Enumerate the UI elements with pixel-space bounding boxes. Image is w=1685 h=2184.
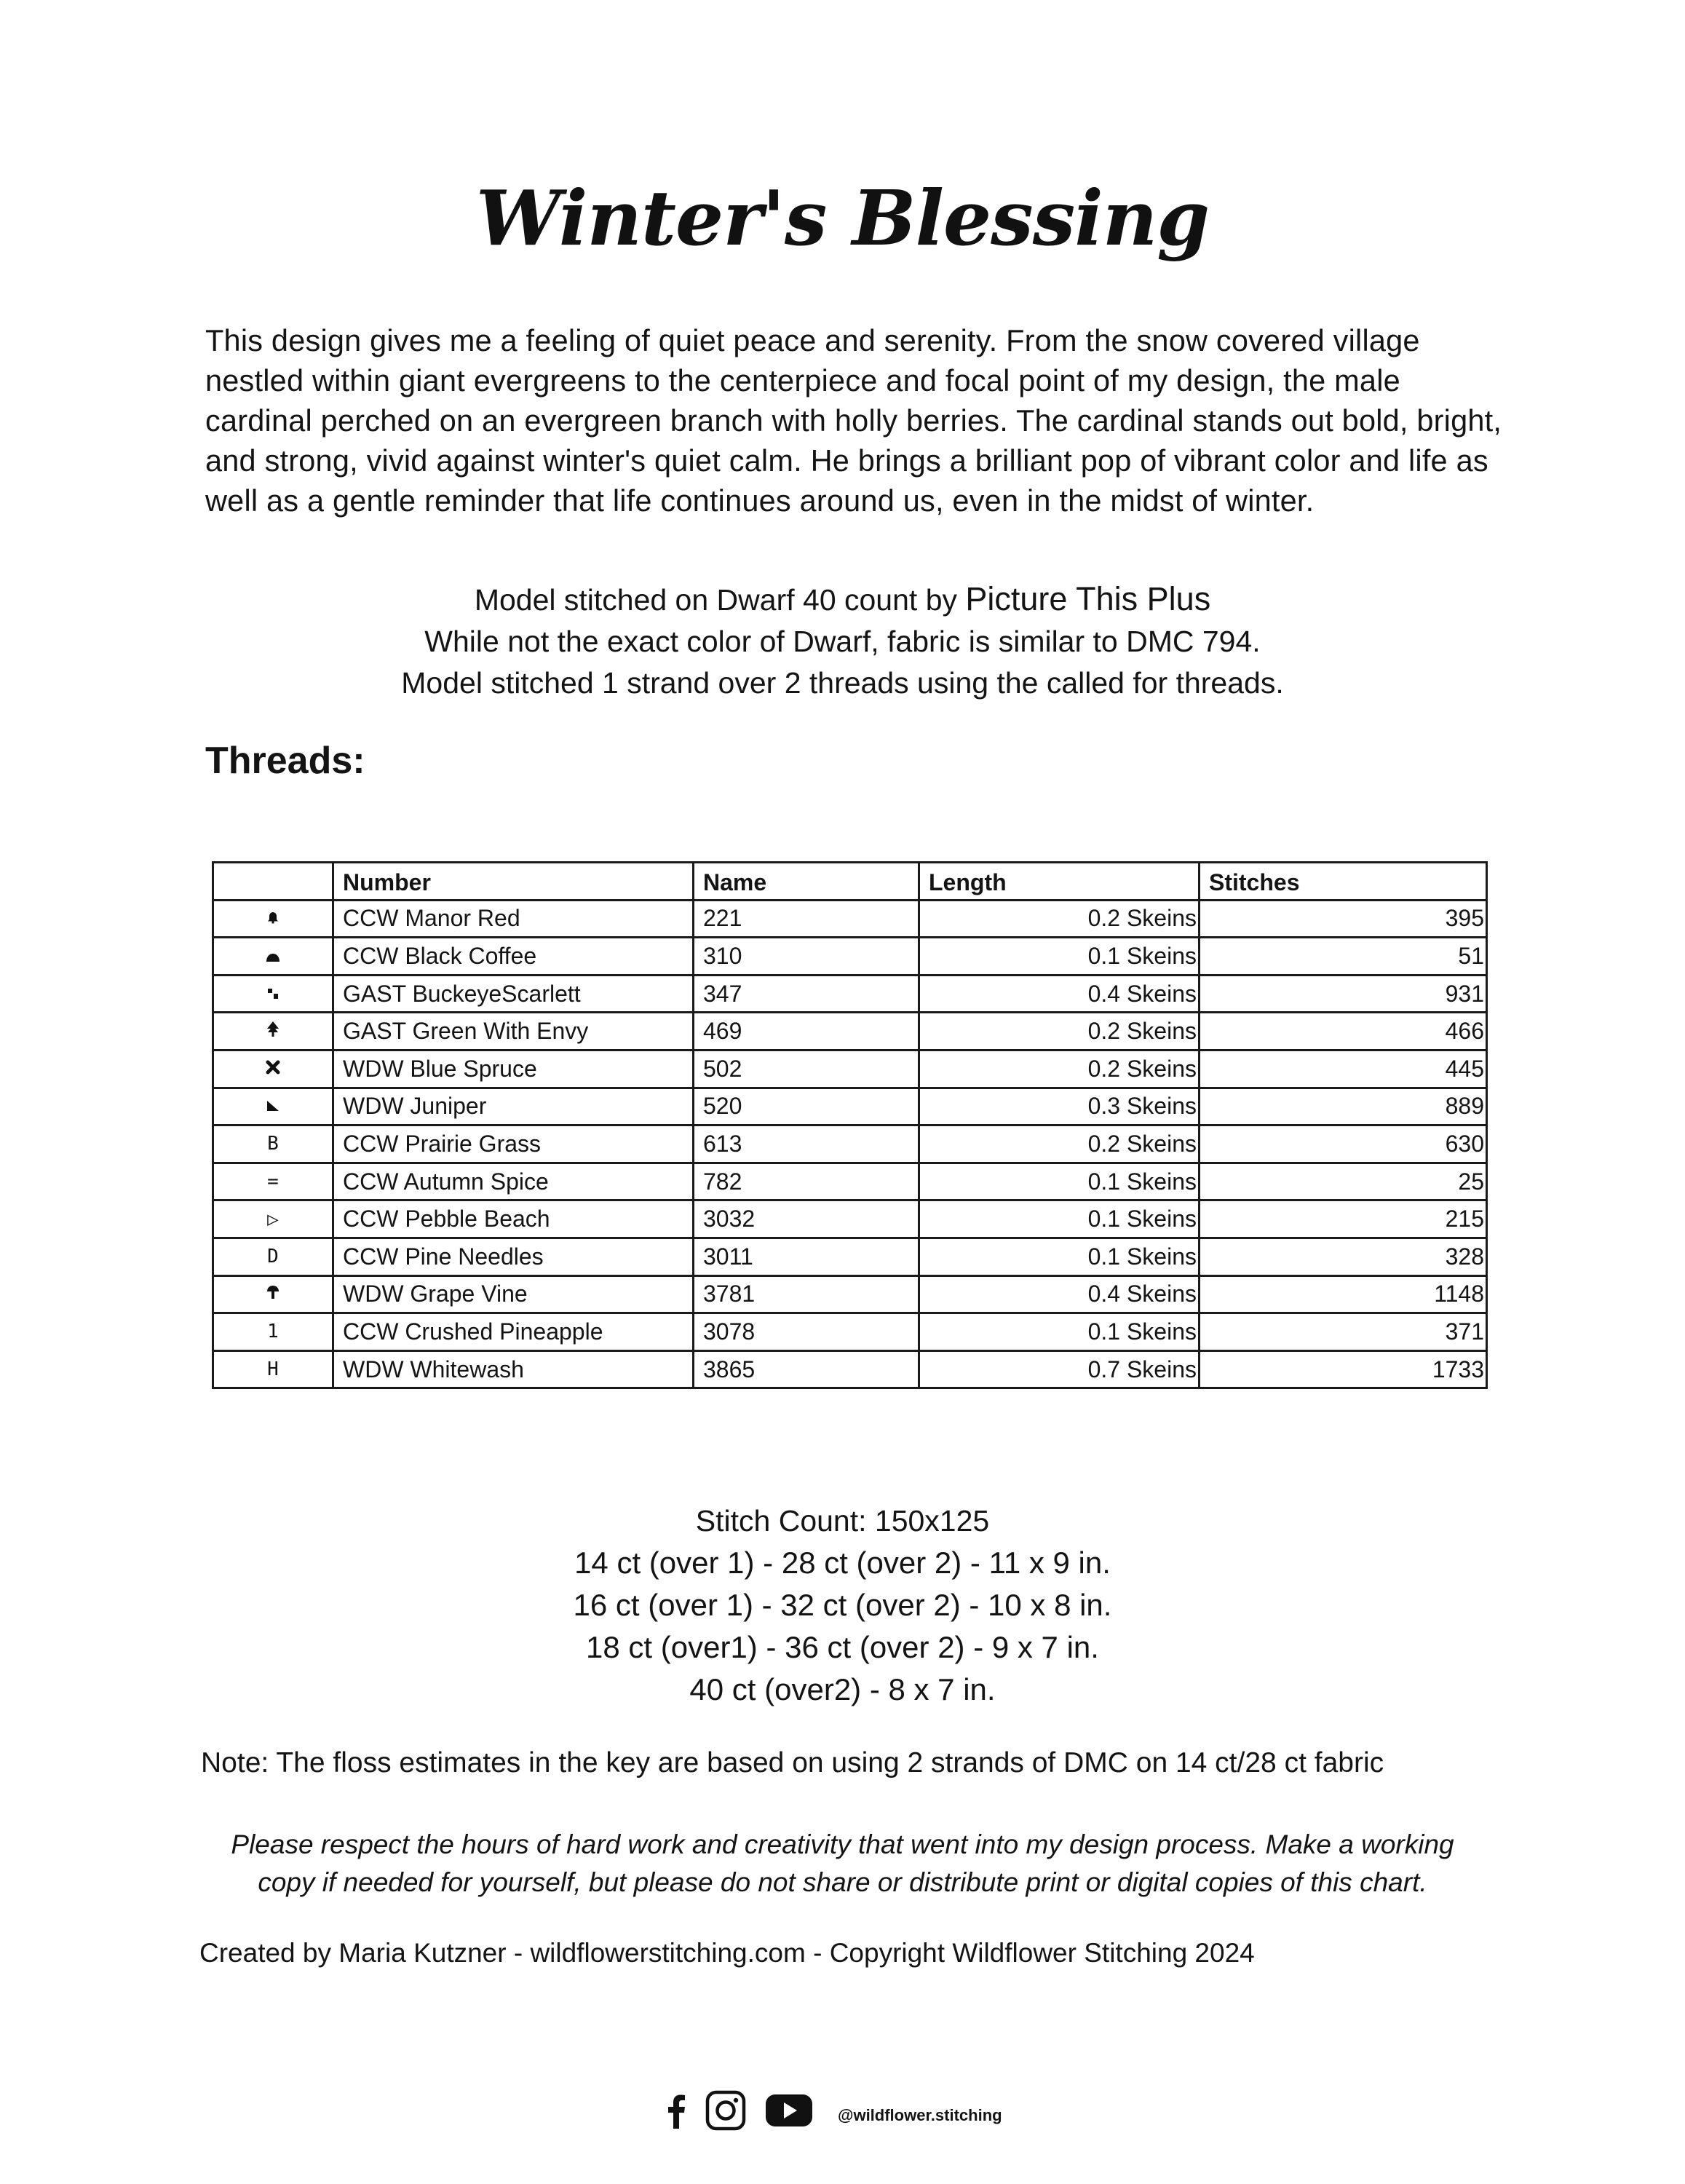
cell-stitches: 931 <box>1200 975 1487 1013</box>
cell-number: WDW Juniper <box>333 1088 694 1125</box>
cell-number: GAST BuckeyeScarlett <box>333 975 694 1013</box>
cell-length: 0.1 Skeins <box>919 1313 1200 1351</box>
cell-number: WDW Blue Spruce <box>333 1050 694 1088</box>
table-row <box>213 1088 1487 1125</box>
table-row <box>213 938 1487 976</box>
stitch-count-line: 14 ct (over 1) - 28 ct (over 2) - 11 x 9 in. <box>574 1546 1111 1580</box>
cell-name: 347 <box>694 975 919 1013</box>
cell-length: 0.1 Skeins <box>919 938 1200 976</box>
intro-paragraph <box>205 320 1515 521</box>
thread-key-table <box>212 861 1488 1389</box>
cell-number: CCW Autumn Spice <box>333 1163 694 1200</box>
letter-h-symbol: H <box>213 1350 333 1388</box>
cell-name: 469 <box>694 1013 919 1051</box>
copyright-request-line: Please respect the hours of hard work and creativity that went into my design process. Make a working <box>231 1829 1454 1859</box>
table-row <box>213 1163 1487 1200</box>
cell-name: 310 <box>694 938 919 976</box>
intro-line: nestled within giant evergreens to the centerpiece and focal point of my design, the male <box>205 363 1400 397</box>
cell-stitches: 25 <box>1200 1163 1487 1200</box>
cell-stitches: 445 <box>1200 1050 1487 1088</box>
copyright-request <box>0 1826 1685 1902</box>
numeral-1-symbol: 1 <box>213 1313 333 1351</box>
tree-symbol <box>213 1013 333 1051</box>
table-row <box>213 975 1487 1013</box>
table-row <box>213 1013 1487 1051</box>
corner-triangle-symbol <box>213 1088 333 1125</box>
fabric-brand: Picture This Plus <box>965 580 1211 617</box>
cell-number: CCW Manor Red <box>333 900 694 938</box>
table-row <box>213 1275 1487 1313</box>
header-stitches: Stitches <box>1200 863 1487 901</box>
cell-number: WDW Whitewash <box>333 1350 694 1388</box>
header-number: Number <box>333 863 694 901</box>
cell-length: 0.2 Skeins <box>919 1050 1200 1088</box>
credit-line: Created by Maria Kutzner - wildflowerstitching.com - Copyright Wildflower Stitching 2024 <box>199 1938 1255 1968</box>
header-length: Length <box>919 863 1200 901</box>
table-row <box>213 1125 1487 1163</box>
mushroom-symbol <box>213 1275 333 1313</box>
equals-symbol: = <box>213 1163 333 1200</box>
letter-b-symbol: B <box>213 1125 333 1163</box>
model-line-1-text: Model stitched on Dwarf 40 count by <box>474 583 966 617</box>
cell-number: CCW Pebble Beach <box>333 1200 694 1238</box>
bell-symbol <box>213 900 333 938</box>
model-line-2: While not the exact color of Dwarf, fabric is similar to DMC 794. <box>424 625 1261 658</box>
model-info <box>0 578 1685 704</box>
table-row <box>213 1350 1487 1388</box>
cell-name: 221 <box>694 900 919 938</box>
stitch-count-line: 40 ct (over2) - 8 x 7 in. <box>689 1672 996 1706</box>
cell-length: 0.3 Skeins <box>919 1088 1200 1125</box>
copyright-request-line: copy if needed for yourself, but please do not share or distribute print or digital copies of this chart. <box>258 1867 1427 1897</box>
cell-name: 3781 <box>694 1275 919 1313</box>
cell-length: 0.2 Skeins <box>919 1125 1200 1163</box>
cell-length: 0.2 Skeins <box>919 900 1200 938</box>
model-line-3: Model stitched 1 strand over 2 threads using the called for threads. <box>401 666 1284 700</box>
cell-number: GAST Green With Envy <box>333 1013 694 1051</box>
cell-number: CCW Black Coffee <box>333 938 694 976</box>
cell-stitches: 630 <box>1200 1125 1487 1163</box>
cell-number: CCW Prairie Grass <box>333 1125 694 1163</box>
facebook-icon[interactable] <box>666 2092 686 2129</box>
cell-stitches: 215 <box>1200 1200 1487 1238</box>
stitch-count-line: Stitch Count: 150x125 <box>695 1504 990 1538</box>
cell-name: 3865 <box>694 1350 919 1388</box>
intro-line: well as a gentle reminder that life continues around us, even in the midst of winter. <box>205 483 1315 518</box>
cell-name: 502 <box>694 1050 919 1088</box>
cell-stitches: 889 <box>1200 1088 1487 1125</box>
cell-name: 3011 <box>694 1238 919 1275</box>
dome-symbol <box>213 938 333 976</box>
cross-symbol <box>213 1050 333 1088</box>
cell-number: CCW Pine Needles <box>333 1238 694 1275</box>
cell-stitches: 1148 <box>1200 1275 1487 1313</box>
cell-length: 0.4 Skeins <box>919 975 1200 1013</box>
stitch-count-block <box>0 1500 1685 1711</box>
cell-length: 0.1 Skeins <box>919 1238 1200 1275</box>
cell-name: 3032 <box>694 1200 919 1238</box>
cell-length: 0.2 Skeins <box>919 1013 1200 1051</box>
cell-stitches: 328 <box>1200 1238 1487 1275</box>
cell-stitches: 395 <box>1200 900 1487 938</box>
floss-note: Note: The floss estimates in the key are based on using 2 strands of DMC on 14 ct/28 ct fabric <box>201 1747 1384 1779</box>
cell-stitches: 466 <box>1200 1013 1487 1051</box>
table-header-row <box>213 863 1487 901</box>
instagram-icon[interactable] <box>705 2090 746 2131</box>
table-row <box>213 1050 1487 1088</box>
table-row <box>213 900 1487 938</box>
cell-stitches: 371 <box>1200 1313 1487 1351</box>
cell-name: 782 <box>694 1163 919 1200</box>
intro-line: and strong, vivid against winter's quiet calm. He brings a brilliant pop of vibrant color and life as <box>205 443 1488 478</box>
header-name: Name <box>694 863 919 901</box>
cell-name: 520 <box>694 1088 919 1125</box>
table-row <box>213 1313 1487 1351</box>
cell-name: 3078 <box>694 1313 919 1351</box>
cell-length: 0.1 Skeins <box>919 1200 1200 1238</box>
cell-length: 0.4 Skeins <box>919 1275 1200 1313</box>
open-triangle-symbol: ▷ <box>213 1200 333 1238</box>
stitch-count-line: 18 ct (over1) - 36 ct (over 2) - 9 x 7 in. <box>586 1630 1099 1664</box>
stitch-count-line: 16 ct (over 1) - 32 ct (over 2) - 10 x 8 in. <box>573 1588 1112 1622</box>
page-title: Winter's Blessing <box>475 173 1210 263</box>
intro-line: cardinal perched on an evergreen branch with holly berries. The cardinal stands out bold, bright, <box>205 403 1502 438</box>
model-line-1 <box>0 578 1685 621</box>
cell-stitches: 51 <box>1200 938 1487 976</box>
cell-number: CCW Crushed Pineapple <box>333 1313 694 1351</box>
cell-length: 0.1 Skeins <box>919 1163 1200 1200</box>
cell-number: WDW Grape Vine <box>333 1275 694 1313</box>
youtube-icon[interactable] <box>765 2092 813 2129</box>
dots-symbol <box>213 975 333 1013</box>
threads-heading: Threads: <box>205 740 365 782</box>
social-links <box>666 2088 1002 2133</box>
social-handle[interactable]: @wildflower.stitching <box>838 2106 1002 2124</box>
cell-length: 0.7 Skeins <box>919 1350 1200 1388</box>
cell-stitches: 1733 <box>1200 1350 1487 1388</box>
table-row <box>213 1200 1487 1238</box>
header-symbol <box>213 863 333 901</box>
cell-name: 613 <box>694 1125 919 1163</box>
letter-d-symbol: D <box>213 1238 333 1275</box>
table-row <box>213 1238 1487 1275</box>
intro-line: This design gives me a feeling of quiet peace and serenity. From the snow covered village <box>205 323 1420 357</box>
